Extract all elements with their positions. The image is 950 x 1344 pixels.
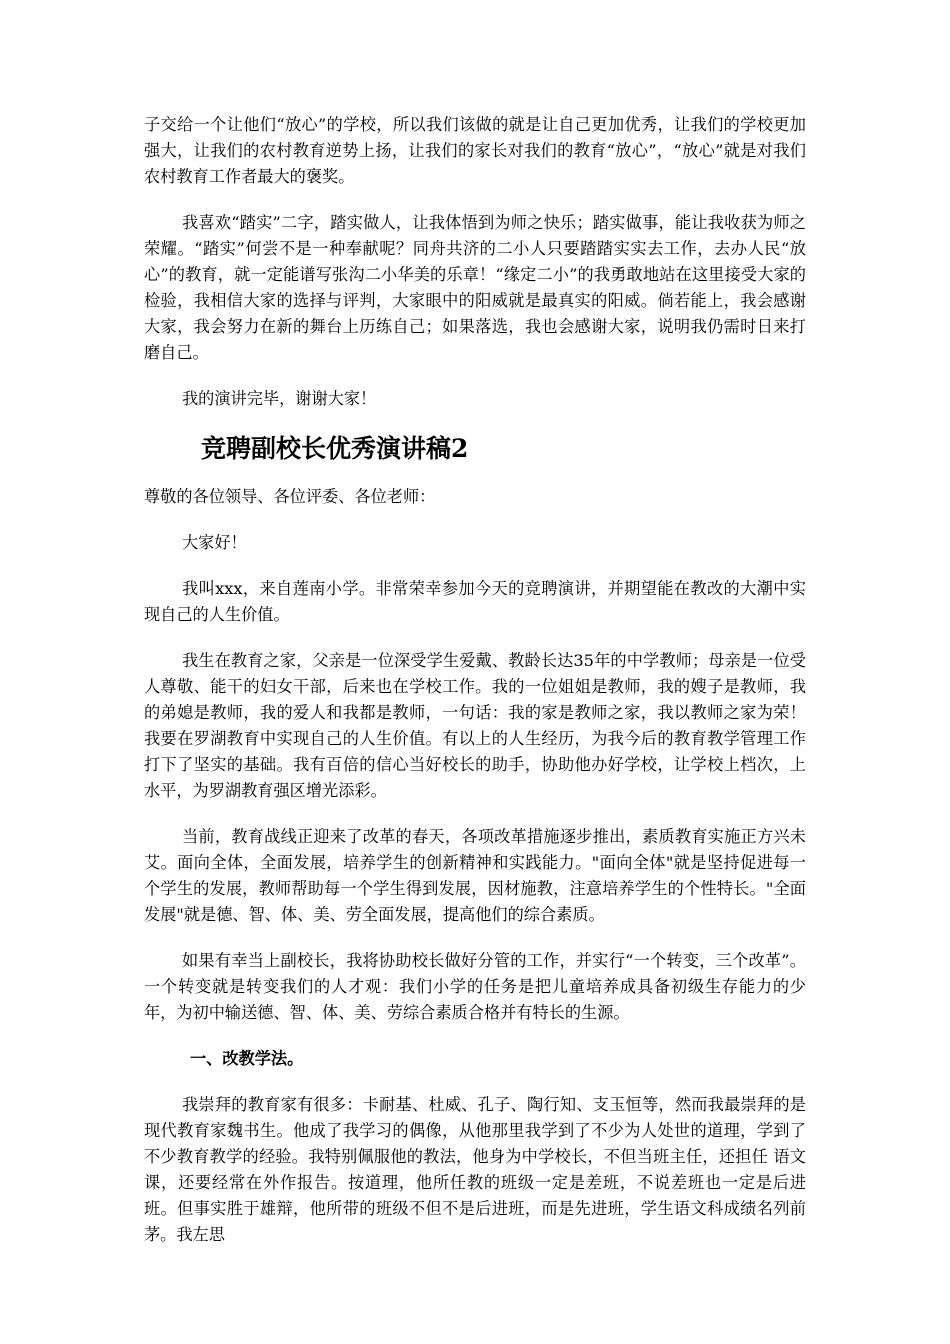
paragraph: 我生在教育之家，父亲是一位深受学生爱戴、教龄长达35年的中学教师；母亲是一位受人尊敬、能干的妇女干部，后来也在学校工作。我的一位姐姐是教师，我的嫂子是教师，我的弟媳是教师，我的爱人和我都是教师，一句话：我的家是教师之家，我以教师之家为荣！ 我要在罗湖教育中实现自己的人生价值。有以上的人生经历，为我今后的教育教学管理工作打下了坚实的基础。我有百倍的信心当好校长的助手，协助他办好学校，让学校上档次，上水平，为罗湖教育强区增光添彩。 [144,651,806,800]
section-heading: 一、改教学法。 [190,1049,304,1068]
paragraph: 当前，教育战线正迎来了改革的春天，各项改革措施逐步推出，素质教育实施正方兴未艾。面向全体，全面发展，培养学生的创新精神和实践能力。"面向全体"就是坚持促进每一个学生的发展，教师帮助每一个学生得到发展，因材施教，注意培养学生的个性特长。"全面发展"就是德、智、体、美、劳全面发展，提高他们的综合素质。 [144,827,806,924]
salutation: 尊敬的各位领导、各位评委、各位老师： [144,487,436,506]
document-body [144,112,806,1268]
greeting: 大家好！ [182,533,247,552]
paragraph: 我叫xxx，来自莲南小学。非常荣幸参加今天的竞聘演讲，并期望能在教改的大潮中实现自己的人生价值。 [144,579,806,624]
paragraph: 我崇拜的教育家有很多：卡耐基、杜威、孔子、陶行知、支玉恒等，然而我最崇拜的是现代教育家魏书生。他成了我学习的偶像，从他那里我学到了不少为人处世的道理，学到了不少教育教学的经验。我特别佩服他的教法，他身为中学校长，不但当班主任，还担任 语文 课，还要经常在外作报告。按道理，他所任教的班级一定是差班，不说差班也一定是后进班。但事实胜于雄辩，他所带的班级不但不是后进班，而是先进班，学生语文科成绩名列前茅。我左思 [144,1095,806,1244]
paragraph: 我喜欢“踏实”二字，踏实做人，让我体悟到为师之快乐；踏实做事，能让我收获为师之荣耀。“踏实”何尝不是一种奉献呢？同舟共济的二小人只要踏踏实实去工作，去办人民“放心”的教育，就一定能谱写张沟二小华美的乐章！“缘定二小”的我勇敢地站在这里接受大家的检验，我相信大家的选择与评判，大家眼中的阳威就是最真实的阳威。倘若能上，我会感谢大家，我会努力在新的舞台上历练自己；如果落选，我也会感谢大家，说明我仍需时日来打磨自己。 [144,213,806,362]
paragraph: 子交给一个让他们“放心”的学校，所以我们该做的就是让自己更加优秀，让我们的学校更加强大，让我们的农村教育逆势上扬，让我们的家长对我们的教育“放心”，“放心”就是对我们农村教育工作者最大的褒奖。 [144,115,806,186]
paragraph: 我的演讲完毕，谢谢大家！ [182,389,377,408]
paragraph: 如果有幸当上副校长，我将协助校长做好分管的工作，并实行“一个转变，三个改革”。一个转变就是转变我们的人才观：我们小学的任务是把儿童培养成具备初级生存能力的少年，为初中输送德、智、体、美、劳综合素质合格并有特长的生源。 [144,951,806,1022]
document-title: 竞聘副校长优秀演讲稿2 [201,434,469,463]
